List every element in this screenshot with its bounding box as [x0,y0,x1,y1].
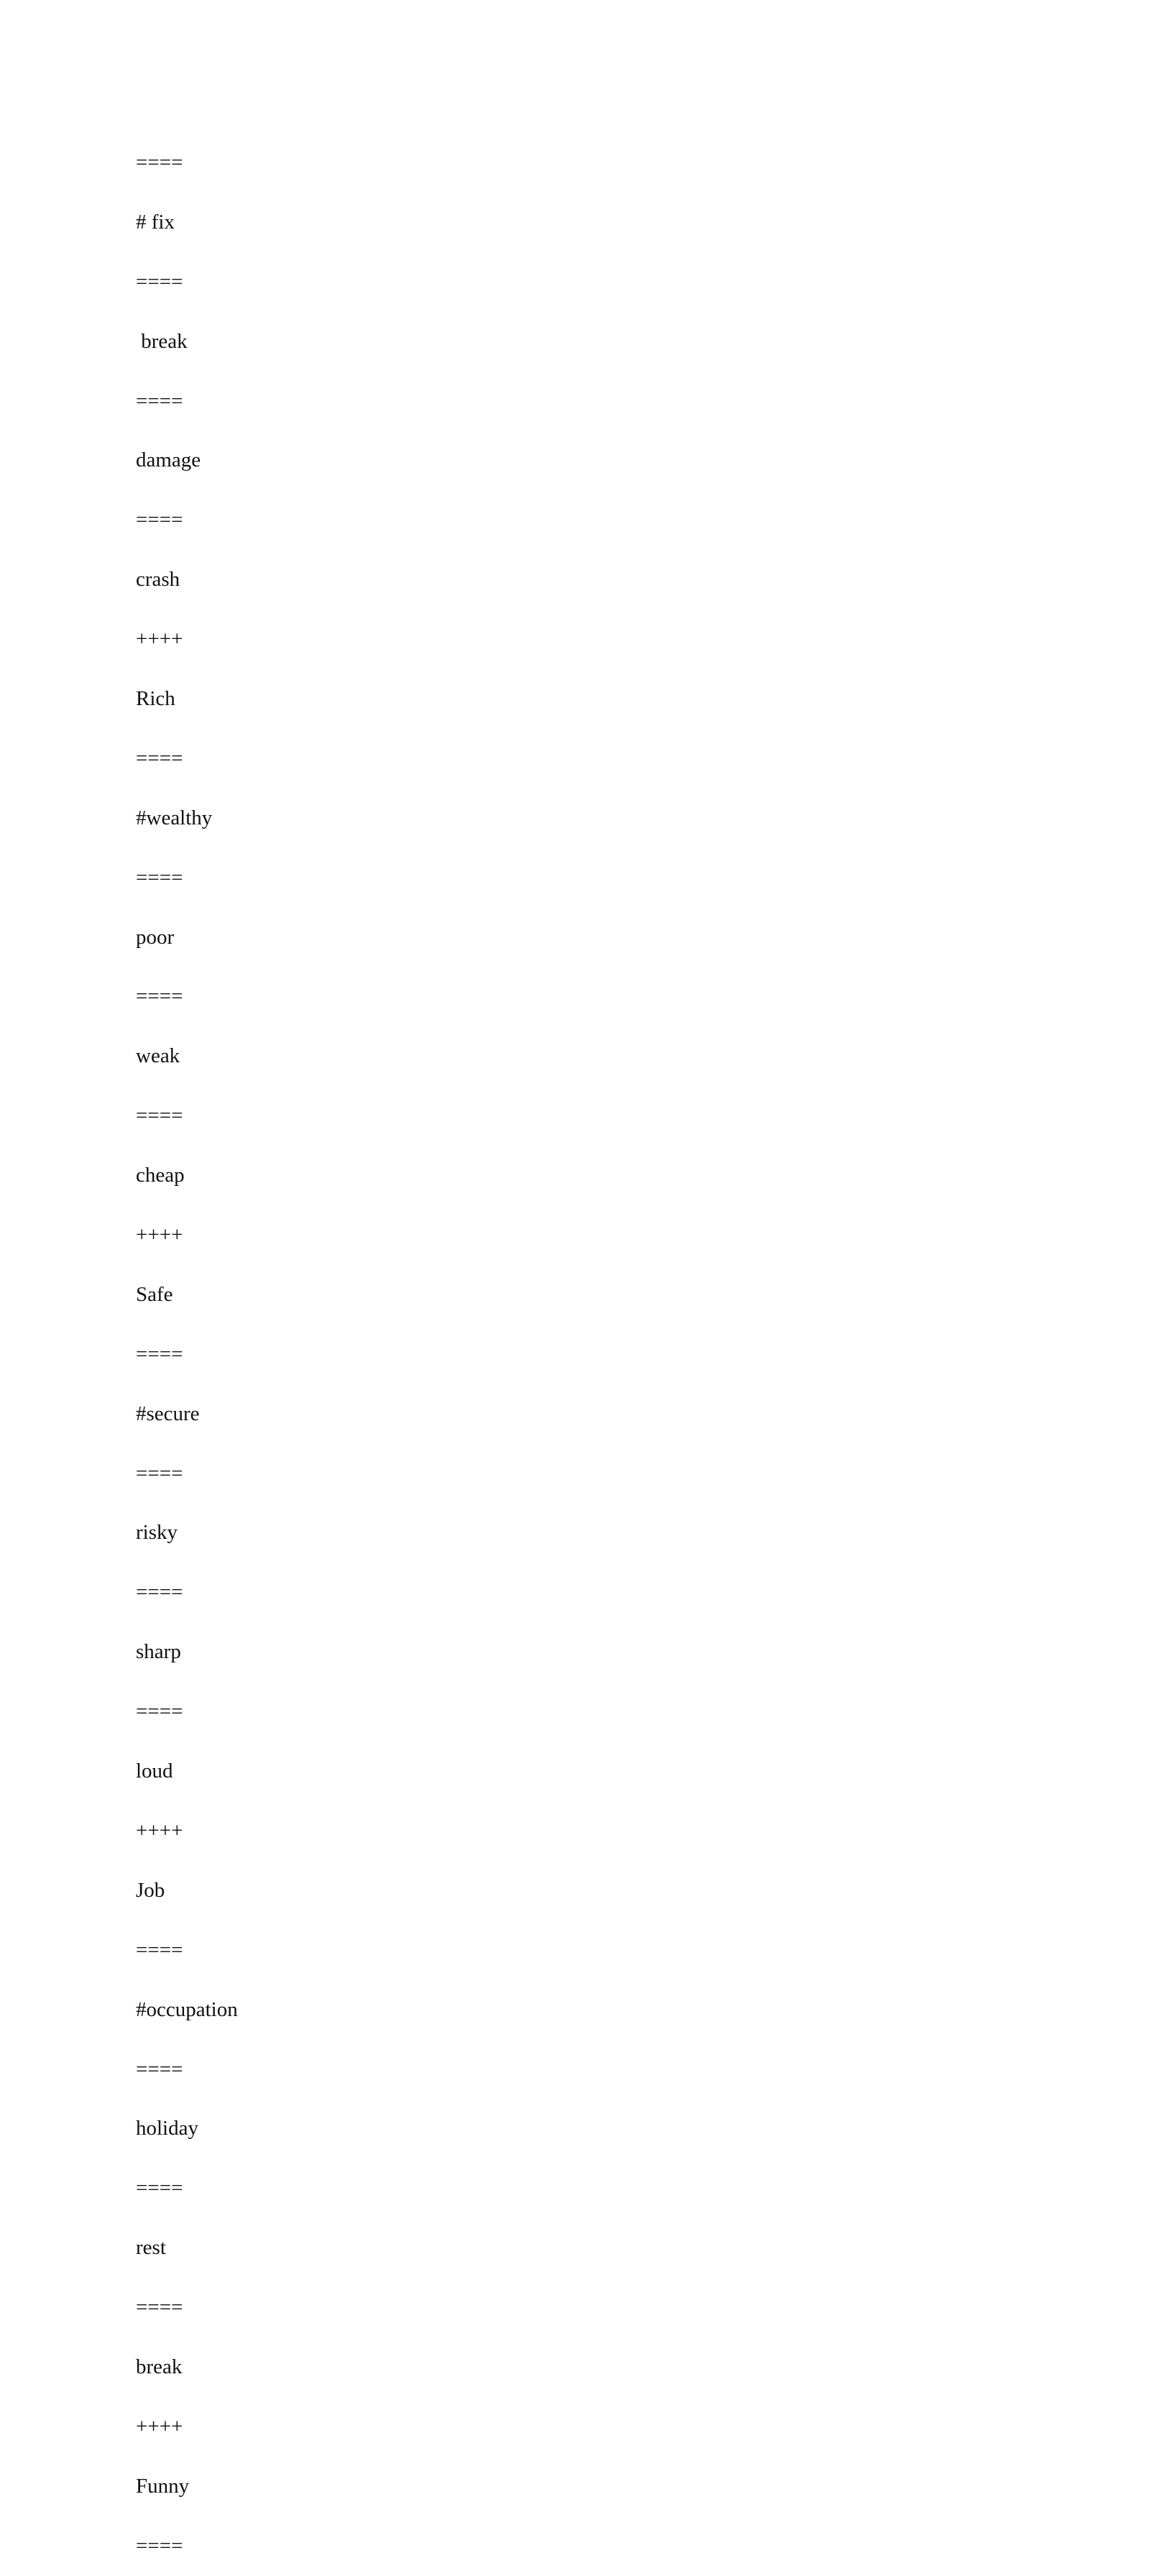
text-line: #wealthy [136,806,213,829]
text-line: # fix [136,210,175,234]
text-line: Job [136,1878,165,1902]
text-line: ==== [136,746,183,770]
text-line: ==== [136,1581,183,1604]
text-line: crash [136,568,180,592]
text-line: ==== [136,270,183,293]
text-line: ==== [136,1104,183,1128]
text-line: ++++ [136,1818,183,1842]
text-line: rest [136,2236,166,2260]
text-line: poor [136,925,175,949]
text-line: ==== [136,865,183,889]
text-line: ==== [136,2176,183,2200]
text-line: ==== [136,2534,183,2557]
text-line: ==== [136,1938,183,1961]
text-line: Safe [136,1282,173,1306]
text-line: weak [136,1044,180,1068]
text-line: #secure [136,1402,200,1425]
text-line: cheap [136,1164,185,1187]
text-line: #occupation [136,1997,238,2021]
text-line: damage [136,448,201,472]
text-line: break [136,2355,183,2378]
text-line: ==== [136,2057,183,2081]
text-lines [136,133,238,2576]
text-line: loud [136,1760,173,1783]
text-line: ==== [136,2296,183,2319]
text-line: ==== [136,389,183,413]
text-line: risky [136,1521,178,1545]
text-line: holiday [136,2117,198,2140]
text-line: ==== [136,508,183,532]
text-line: ++++ [136,1223,183,1247]
text-line: ++++ [136,2414,183,2438]
text-line: sharp [136,1640,181,1664]
text-line: ++++ [136,627,183,651]
text-line: ==== [136,1700,183,1724]
text-line: ==== [136,1342,183,1366]
text-line: ==== [136,985,183,1008]
text-line: ==== [136,1461,183,1485]
text-line: Funny [136,2474,190,2498]
text-line: ==== [136,151,183,174]
text-line: Rich [136,687,175,711]
text-line: break [136,329,188,353]
